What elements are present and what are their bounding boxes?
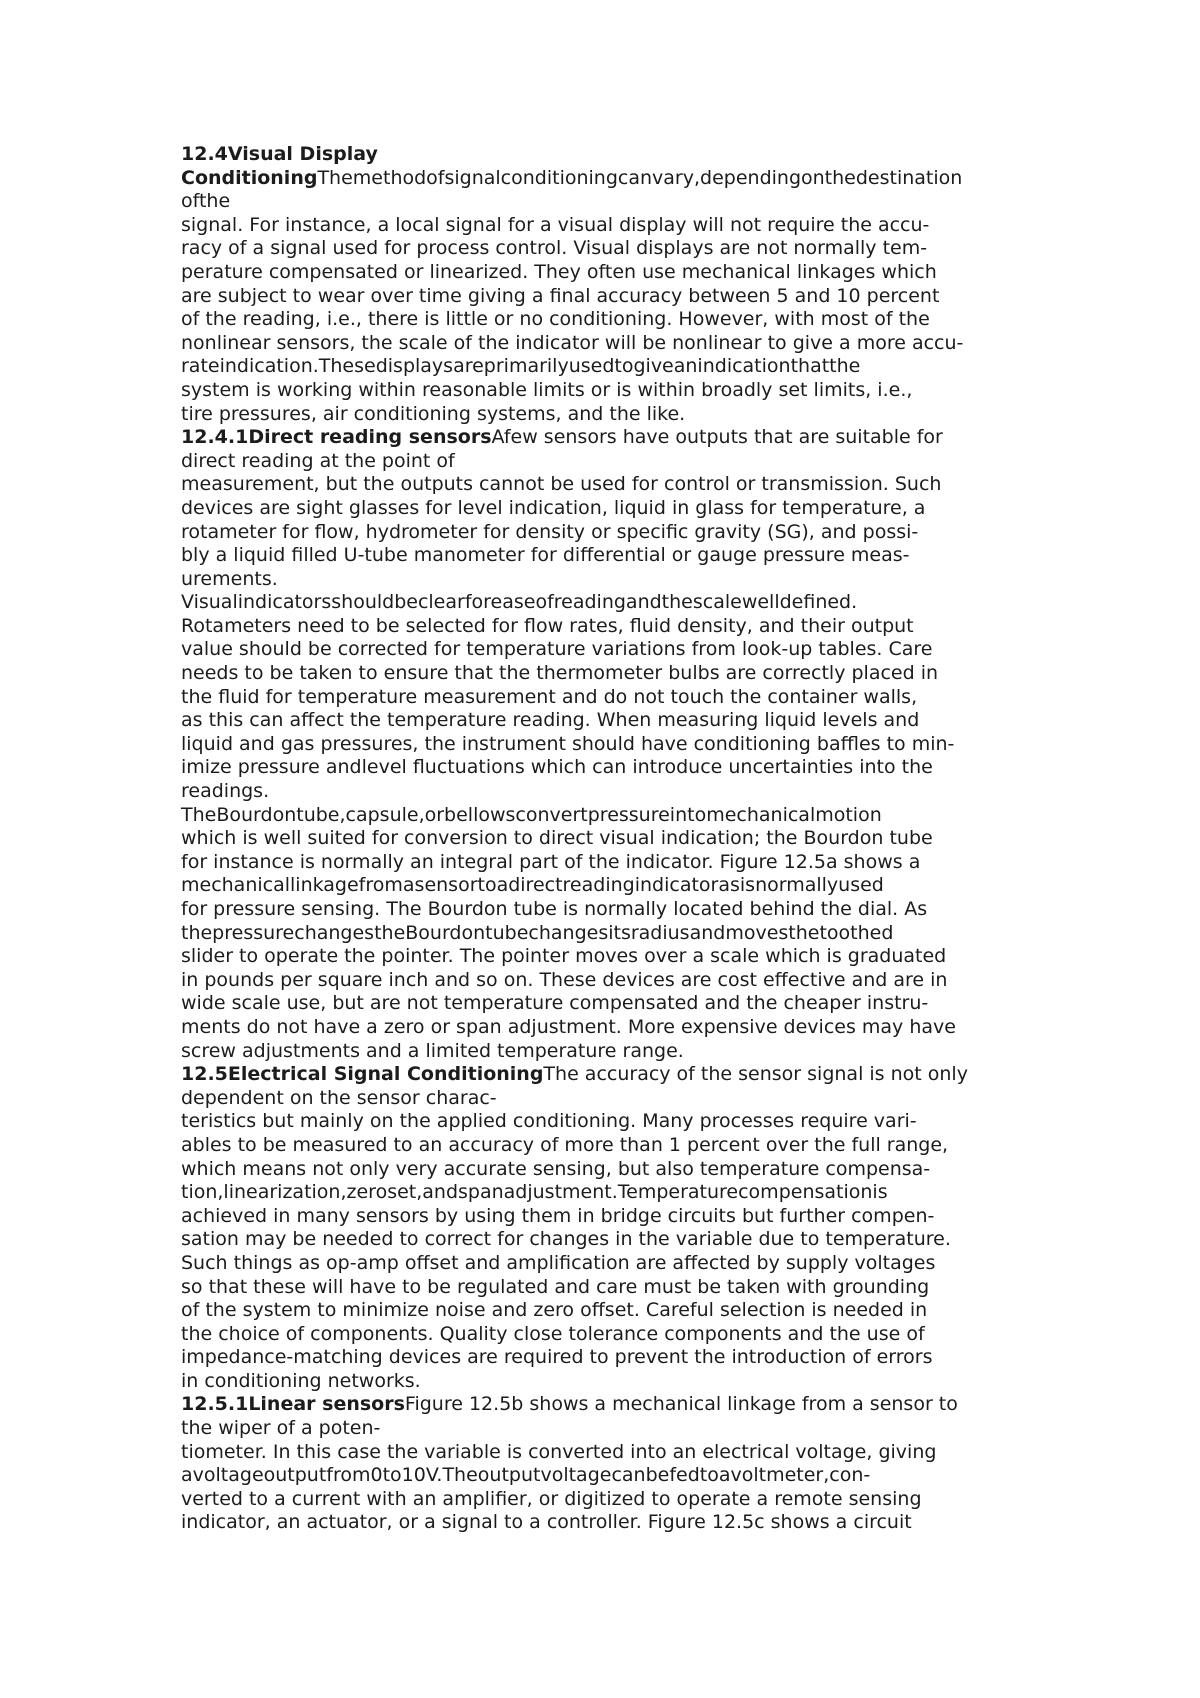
body-text-line (181, 1205, 1061, 1229)
section-heading-line (181, 1063, 1061, 1087)
body-text: system is working within reasonable limits or is within broadly set limits, i.e., (181, 378, 913, 401)
body-text-line (181, 403, 1061, 427)
body-text-line (181, 237, 1061, 261)
body-text-line (181, 497, 1061, 521)
body-text-line (181, 945, 1061, 969)
body-text: ables to be measured to an accuracy of more than 1 percent over the full range, (181, 1133, 949, 1156)
body-text: the choice of components. Quality close tolerance components and the use of (181, 1322, 925, 1345)
body-text: Rotameters need to be selected for flow rates, fluid density, and their output (181, 614, 914, 637)
body-text-line (181, 1040, 1061, 1064)
section-heading: 12.4Visual Display (181, 143, 378, 165)
body-text-line (181, 1087, 1061, 1111)
body-text: for instance is normally an integral part of the indicator. Figure 12.5a shows a (181, 850, 921, 873)
body-text: so that these will have to be regulated and care must be taken with grounding (181, 1275, 930, 1298)
body-text-line (181, 686, 1061, 710)
body-text-line (181, 1134, 1061, 1158)
body-text-line (181, 308, 1061, 332)
body-text-line (181, 874, 1061, 898)
body-text: Themethodofsignalconditioningcanvary,dependingonthedestination (317, 166, 963, 189)
body-text: mechanicallinkagefromasensortoadirectreadingindicatorasisnormallyused (181, 874, 884, 897)
body-text: rateindication.Thesedisplaysareprimarilyusedtogiveanindicationthatthe (181, 355, 861, 378)
body-text-line (181, 450, 1061, 474)
body-text-line (181, 473, 1061, 497)
body-text: for pressure sensing. The Bourdon tube is normally located behind the dial. As (181, 898, 928, 920)
body-text: urements. (181, 567, 278, 590)
body-text-line (181, 898, 1061, 922)
body-text-line (181, 190, 1061, 214)
body-text: The accuracy of the sensor signal is not only (543, 1063, 968, 1086)
body-text: of the system to minimize noise and zero offset. Careful selection is needed in (181, 1299, 928, 1322)
body-text: in pounds per square inch and so on. These devices are cost effective and are in (181, 968, 948, 991)
body-text-line (181, 355, 1061, 379)
section-heading: 12.4.1Direct reading sensors (181, 426, 492, 449)
body-text: in conditioning networks. (181, 1369, 421, 1392)
body-text: signal. For instance, a local signal for a visual display will not require the accu- (181, 213, 930, 236)
body-text-line (181, 1252, 1061, 1276)
body-text-line (181, 827, 1061, 851)
body-text-line (181, 214, 1061, 238)
body-text-line (181, 615, 1061, 639)
body-text: tion,linearization,zeroset,andspanadjustment.Temperaturecompensationis (181, 1181, 888, 1204)
body-text: screw adjustments and a limited temperature range. (181, 1039, 684, 1062)
body-text: value should be corrected for temperature variations from look-up tables. Care (181, 638, 933, 661)
body-text-line (181, 332, 1061, 356)
body-text: impedance-matching devices are required to prevent the introduction of errors (181, 1346, 933, 1369)
body-text-line (181, 1488, 1061, 1512)
body-text: direct reading at the point of (181, 449, 455, 472)
section-heading-line (181, 167, 1061, 191)
body-text: which is well suited for conversion to direct visual indication; the Bourdon tube (181, 827, 933, 850)
body-text: achieved in many sensors by using them in bridge circuits but further compen- (181, 1204, 935, 1227)
body-text: are subject to wear over time giving a final accuracy between 5 and 10 percent (181, 284, 940, 307)
body-text: dependent on the sensor charac- (181, 1086, 497, 1109)
body-text-line (181, 1181, 1061, 1205)
body-text: perature compensated or linearized. They often use mechanical linkages which (181, 260, 937, 283)
body-text-line (181, 1370, 1061, 1394)
section-heading: Conditioning (181, 166, 318, 189)
body-text: liquid and gas pressures, the instrument should have conditioning baffles to min- (181, 732, 955, 755)
body-text-line (181, 1511, 1061, 1535)
body-text-line (181, 1110, 1061, 1134)
body-text: tire pressures, air conditioning systems, and the like. (181, 402, 686, 425)
body-text-line (181, 969, 1061, 993)
body-text-line (181, 521, 1061, 545)
body-text-line (181, 1276, 1061, 1300)
body-text-line (181, 285, 1061, 309)
body-text: Figure 12.5b shows a mechanical linkage from a sensor to (404, 1393, 958, 1416)
body-text-line (181, 1323, 1061, 1347)
body-text: sation may be needed to correct for changes in the variable due to temperature. (181, 1228, 951, 1251)
body-text: avoltageoutputfrom0to10V.Theoutputvoltagecanbefedtoavoltmeter,con- (181, 1464, 871, 1487)
body-text: as this can affect the temperature reading. When measuring liquid levels and (181, 709, 920, 732)
body-text-line (181, 1016, 1061, 1040)
body-text-line (181, 756, 1061, 780)
section-heading-line (181, 143, 1061, 167)
body-text: slider to operate the pointer. The pointer moves over a scale which is graduated (181, 945, 947, 968)
body-text-line (181, 568, 1061, 592)
body-text: Visualindicatorsshouldbeclearforeaseofreadingandthescalewelldefined. (181, 591, 858, 614)
body-text-line (181, 544, 1061, 568)
body-text: wide scale use, but are not temperature compensated and the cheaper instru- (181, 992, 929, 1015)
body-text: needs to be taken to ensure that the thermometer bulbs are correctly placed in (181, 662, 939, 685)
body-text: measurement, but the outputs cannot be used for control or transmission. Such (181, 473, 942, 496)
body-text: rotameter for flow, hydrometer for density or specific gravity (SG), and possi- (181, 520, 919, 543)
document-page (181, 143, 1061, 1535)
body-text: readings. (181, 780, 270, 803)
body-text-line (181, 1441, 1061, 1465)
body-text-line (181, 733, 1061, 757)
body-text: Such things as op-amp offset and amplification are affected by supply voltages (181, 1251, 936, 1274)
body-text-line (181, 992, 1061, 1016)
section-heading: 12.5.1Linear sensors (181, 1393, 405, 1416)
body-text-line (181, 780, 1061, 804)
body-text: TheBourdontube,capsule,orbellowsconvertpressureintomechanicalmotion (181, 803, 882, 826)
body-text: which means not only very accurate sensing, but also temperature compensa- (181, 1157, 931, 1180)
body-text: thepressurechangestheBourdontubechangesitsradiusandmovesthetoothed (181, 921, 894, 944)
body-text: nonlinear sensors, the scale of the indicator will be nonlinear to give a more accu- (181, 331, 964, 354)
body-text-line (181, 1346, 1061, 1370)
body-text: the fluid for temperature measurement and do not touch the container walls, (181, 685, 918, 708)
body-text: verted to a current with an amplifier, or digitized to operate a remote sensing (181, 1487, 922, 1510)
section-heading-line (181, 426, 1061, 450)
section-heading: 12.5Electrical Signal Conditioning (181, 1063, 544, 1086)
body-text: tiometer. In this case the variable is converted into an electrical voltage, giving (181, 1440, 937, 1463)
body-text: racy of a signal used for process control. Visual displays are not normally tem- (181, 237, 928, 260)
body-text-line (181, 1228, 1061, 1252)
body-text-line (181, 591, 1061, 615)
body-text-line (181, 851, 1061, 875)
body-text-line (181, 1299, 1061, 1323)
body-text-line (181, 638, 1061, 662)
body-text: ofthe (181, 190, 231, 213)
body-text: Afew sensors have outputs that are suitable for (491, 426, 943, 449)
body-text: devices are sight glasses for level indication, liquid in glass for temperature, a (181, 496, 926, 519)
body-text: bly a liquid filled U-tube manometer for differential or gauge pressure meas- (181, 544, 910, 567)
body-text: of the reading, i.e., there is little or no conditioning. However, with most of the (181, 308, 930, 331)
body-text-line (181, 379, 1061, 403)
body-text: ments do not have a zero or span adjustment. More expensive devices may have (181, 1015, 956, 1038)
body-text: imize pressure andlevel fluctuations which can introduce uncertainties into the (181, 756, 933, 779)
body-text-line (181, 1417, 1061, 1441)
section-heading-line (181, 1393, 1061, 1417)
body-text-line (181, 922, 1061, 946)
body-text-line (181, 709, 1061, 733)
body-text: indicator, an actuator, or a signal to a controller. Figure 12.5c shows a circuit (181, 1511, 912, 1534)
body-text: the wiper of a poten- (181, 1417, 381, 1440)
body-text-line (181, 804, 1061, 828)
body-text-line (181, 1464, 1061, 1488)
body-text-line (181, 1158, 1061, 1182)
body-text: teristics but mainly on the applied conditioning. Many processes require vari- (181, 1110, 917, 1133)
body-text-line (181, 662, 1061, 686)
body-text-line (181, 261, 1061, 285)
